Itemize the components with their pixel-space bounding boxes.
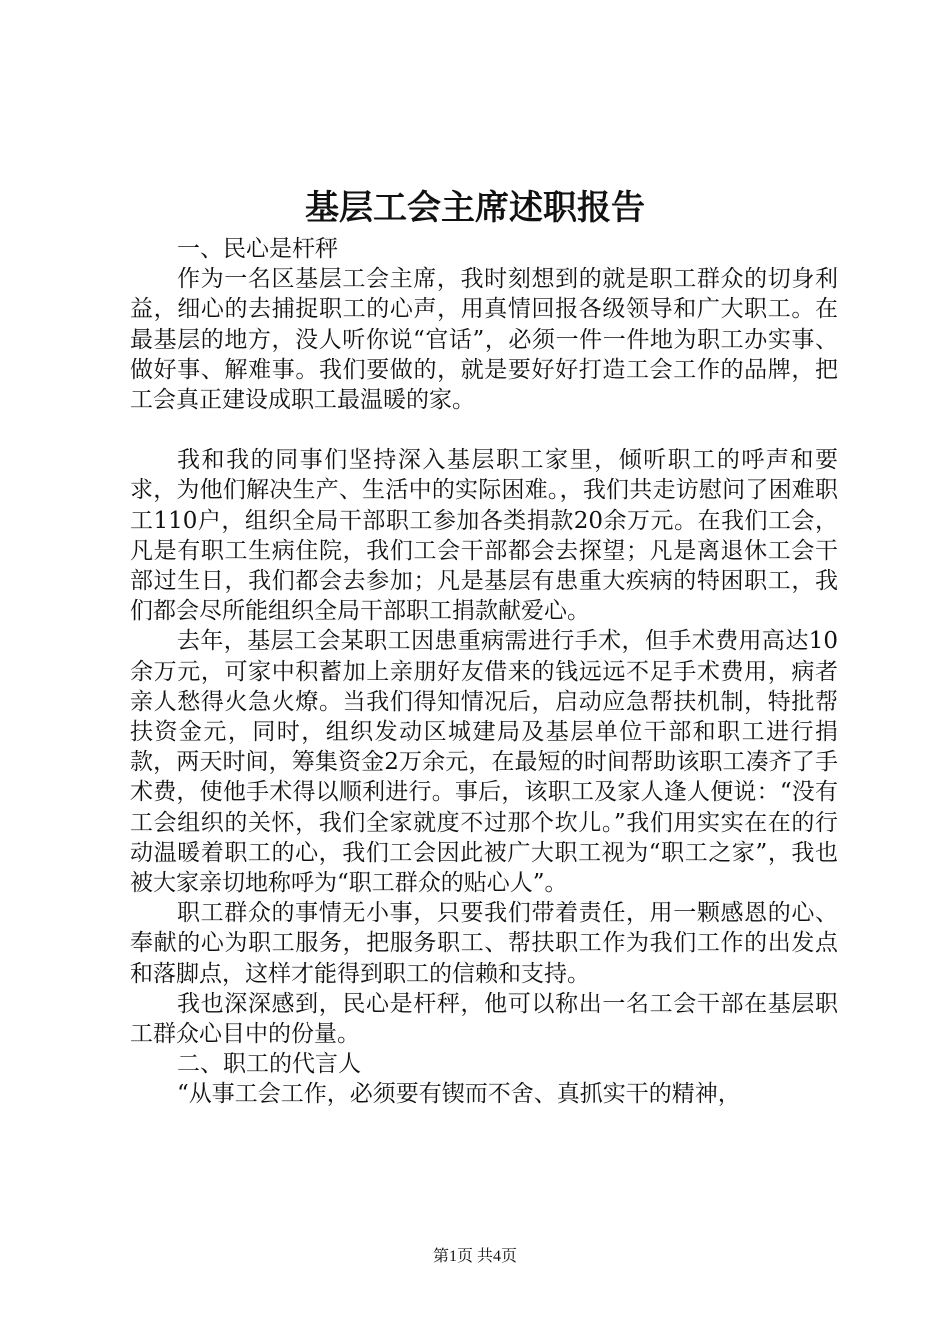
paragraph-5: 我也深深感到，民心是杆秤，他可以称出一名工会干部在基层职工群众心目中的份量。 <box>130 990 838 1048</box>
paragraph-6: “从事工会工作，必须要有锲而不舍、真抓实干的精神， <box>177 1081 741 1108</box>
paragraph-1: 作为一名区基层工会主席，我时刻想到的就是职工群众的切身利益，细心的去捕捉职工的心声，用真情回报各级领导和广大职工。在最基层的地方，没人听你说“官话”，必须一件一件地为职工办实事、做好事、解难事。我们要做的，就是要好好打造工会工作的品牌，把工会真正建设成职工最温暖的家。 <box>130 266 838 414</box>
section-heading-1: 一、民心是杆秤 <box>177 236 338 262</box>
paragraph-2: 我和我的同事们坚持深入基层职工家里，倾听职工的呼声和要求，为他们解决生产、生活中的实际困难。，我们共走访慰问了困难职工110户，组织全局干部职工参加各类捐款20余万元。在我们工会，凡是有职工生病住院，我们工会干部都会去探望；凡是离退休工会干部过生日，我们都会去参加；凡是基层有患重大疾病的特困职工，我们都会尽所能组织全局干部职工捐款献爱心。 <box>130 447 838 625</box>
page-footer: 第1页 共4页 <box>432 1248 517 1265</box>
document-body <box>130 234 838 1110</box>
document-title: 基层工会主席述职报告 <box>305 188 645 228</box>
paragraph-4: 职工群众的事情无小事，只要我们带着责任，用一颗感恩的心、奉献的心为职工服务，把服务职工、帮扶职工作为我们工作的出发点和落脚点，这样才能得到职工的信赖和支持。 <box>130 900 838 987</box>
paragraph-3: 去年，基层工会某职工因患重病需进行手术，但手术费用高达10余万元，可家中积蓄加上亲朋好友借来的钱远远不足手术费用，病者亲人愁得火急火燎。当我们得知情况后，启动应急帮扶机制，特批帮扶资金元，同时，组织发动区城建局及基层单位干部和职工进行捐款，两天时间，筹集资金2万余元，在最短的时间帮助该职工凑齐了手术费，使他手术得以顺利进行。事后，该职工及家人逢人便说：“没有工会组织的关怀，我们全家就度不过那个坎儿。”我们用实实在在的行动温暖着职工的心，我们工会因此被广大职工视为“职工之家”，我也被大家亲切地称呼为“职工群众的贴心人”。 <box>130 628 838 897</box>
section-heading-2: 二、职工的代言人 <box>177 1051 361 1078</box>
